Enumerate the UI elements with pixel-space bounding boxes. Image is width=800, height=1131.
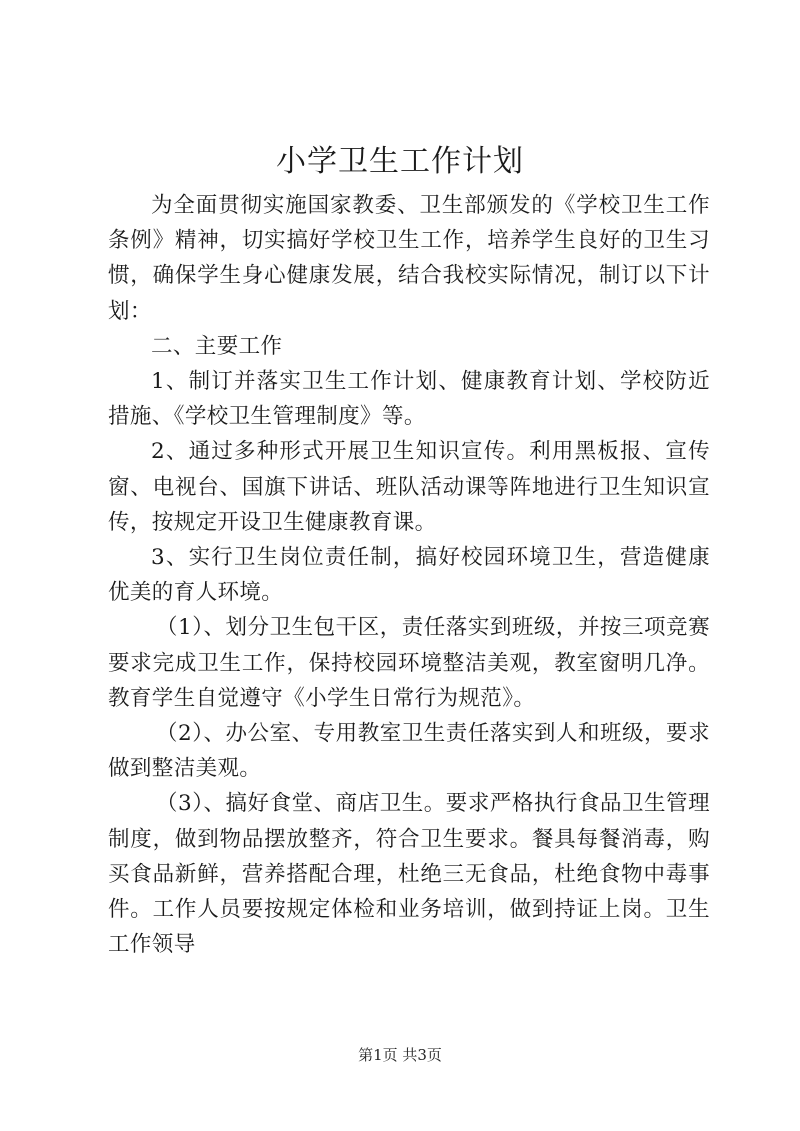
- document-body: [108, 188, 710, 962]
- paragraph-intro: 为全面贯彻实施国家教委、卫生部颁发的《学校卫生工作条例》精神，切实搞好学校卫生工作，培养学生良好的卫生习惯，确保学生身心健康发展，结合我校实际情况，制订以下计划：: [108, 193, 710, 324]
- paragraph-subitem-2: （2）、办公室、专用教室卫生责任落实到人和班级，要求做到整洁美观。: [108, 721, 710, 782]
- document-title: 小学卫生工作计划: [276, 144, 524, 179]
- paragraph-subitem-3: （3）、搞好食堂、商店卫生。要求严格执行食品卫生管理制度，做到物品摆放整齐，符合卫生要求。餐具每餐消毒，购买食品新鲜，营养搭配合理，杜绝三无食品，杜绝食物中毒事件。工作人员要按规定体检和业务培训，做到持证上岗。卫生工作领导: [108, 791, 710, 958]
- paragraph-subitem-1: （1）、划分卫生包干区，责任落实到班级，并按三项竞赛要求完成卫生工作，保持校园环境整洁美观，教室窗明几净。教育学生自觉遵守《小学生日常行为规范》。: [108, 615, 710, 711]
- paragraph-item-1: 1、制订并落实卫生工作计划、健康教育计划、学校防近措施、《学校卫生管理制度》等。: [108, 369, 710, 430]
- page-footer: 第1页 共3页: [358, 1046, 442, 1064]
- paragraph-item-3: 3、实行卫生岗位责任制，搞好校园环境卫生，营造健康优美的育人环境。: [108, 545, 710, 606]
- paragraph-item-2: 2、通过多种形式开展卫生知识宣传。利用黑板报、宣传窗、电视台、国旗下讲话、班队活动课等阵地进行卫生知识宣传，按规定开设卫生健康教育课。: [108, 439, 710, 535]
- paragraph-section-heading: 二、主要工作: [151, 333, 283, 359]
